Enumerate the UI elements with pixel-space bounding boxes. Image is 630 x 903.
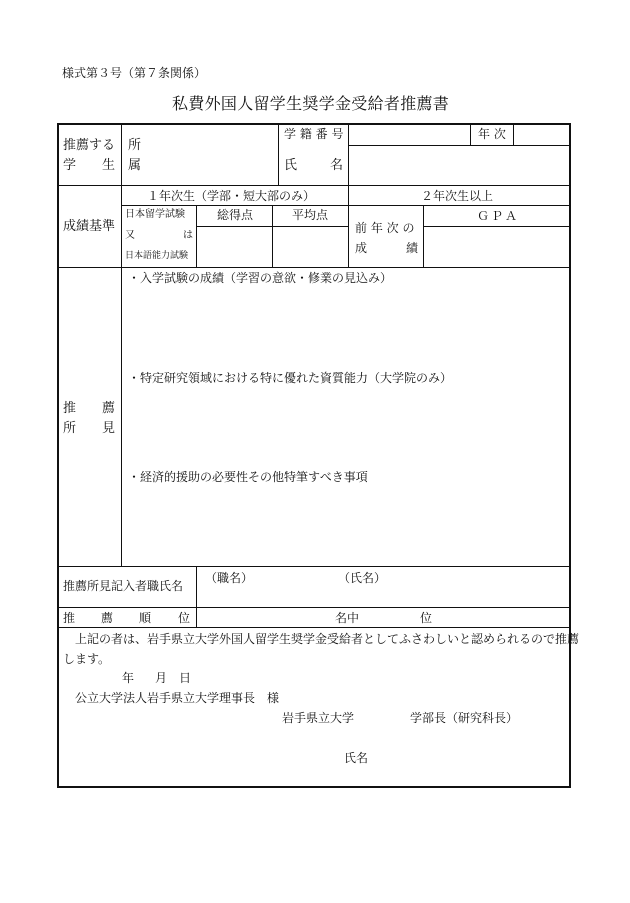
form-border-left [57, 123, 59, 788]
rule [57, 627, 571, 628]
prev-year-label: 前 年 次 の [355, 221, 415, 235]
faculty-field[interactable] [360, 710, 405, 726]
total-score-field[interactable] [198, 228, 271, 266]
rule [513, 124, 514, 146]
rule [121, 124, 122, 567]
ranking-label: 位 [178, 611, 191, 625]
opinion-item: ・入学試験の成績（学習の意欲・修業の見込み） [128, 271, 393, 285]
total-score-label: 総得点 [217, 208, 254, 222]
rule [278, 124, 279, 186]
rule [57, 185, 571, 186]
ranking-total-field[interactable] [240, 609, 330, 625]
ranking-rank-field[interactable] [365, 609, 415, 625]
opinion-label: 推 [63, 401, 77, 416]
exam-label: 日本語能力試験 [125, 251, 189, 261]
affiliation-label: 属 [128, 158, 142, 173]
date-day-label: 日 [179, 671, 192, 685]
ranking-rank-label: 位 [420, 611, 433, 625]
exam-label: は [183, 230, 193, 241]
rule [121, 205, 570, 206]
addressee: 公立大学法人岩手県立大学理事長 様 [75, 691, 280, 705]
form-number: 様式第３号（第７条関係） [62, 66, 207, 80]
signature-label: 氏名 [344, 751, 369, 765]
ranking-label: 順 [139, 611, 152, 625]
writer-label: 推薦所見記入者職氏名 [63, 579, 184, 593]
average-score-field[interactable] [274, 228, 347, 266]
writer-name-label: （氏名） [338, 571, 387, 585]
student-number-label: 学 籍 番 号 [284, 127, 344, 141]
grade-criteria-label: 成績基準 [63, 219, 116, 234]
page-title: 私費外国人留学生奨学金受給者推薦書 [172, 94, 450, 113]
grade-label: 年 次 [478, 127, 506, 141]
second-year-header: ２年次生以上 [421, 189, 494, 203]
student-section-label: 推薦する [63, 138, 116, 153]
affiliation-label: 所 [128, 138, 142, 153]
name-label: 名 [330, 158, 344, 173]
opinion-item: ・特定研究領域における特に優れた資質能力（大学院のみ） [128, 371, 453, 385]
rule [57, 566, 571, 567]
affiliation-field[interactable] [150, 126, 276, 184]
writer-field[interactable] [198, 586, 568, 606]
rule [272, 205, 273, 268]
date-year-label: 年 [122, 671, 135, 685]
grade-field[interactable] [515, 126, 568, 144]
rule [470, 124, 471, 146]
opinion-label: 所 [63, 421, 77, 436]
opinion-item: ・経済的援助の必要性その他特筆すべき事項 [128, 470, 368, 484]
exam-label: 又 [125, 230, 135, 241]
rule [348, 145, 570, 146]
prev-year-label: 績 [406, 241, 419, 255]
gpa-label: ＧＰＡ [477, 209, 520, 223]
opinion-field[interactable] [123, 290, 568, 564]
rule [57, 267, 571, 268]
rule [196, 567, 197, 628]
university-label: 岩手県立大学 [282, 711, 355, 725]
gpa-field[interactable] [425, 228, 568, 266]
student-number-field[interactable] [350, 126, 469, 144]
opinion-label: 薦 [102, 401, 116, 416]
opinion-label: 見 [102, 421, 116, 436]
ranking-label: 推 [63, 611, 76, 625]
first-year-header: １年次生（学部・短大部のみ） [147, 189, 316, 203]
rule [348, 124, 349, 268]
rule [423, 205, 424, 268]
date-month-label: 月 [155, 671, 168, 685]
ranking-label: 薦 [101, 611, 114, 625]
prev-year-label: 成 [355, 241, 368, 255]
dean-label: 学部長（研究科長） [410, 711, 519, 725]
writer-title-label: （職名） [205, 571, 254, 585]
form-border-right [569, 123, 571, 788]
form-border-bottom [57, 786, 571, 788]
rule [423, 226, 570, 227]
form-border-top [57, 123, 571, 125]
exam-label: 日本留学試験 [125, 209, 185, 220]
ranking-middle-label: 名中 [335, 611, 360, 625]
rule [57, 607, 571, 608]
average-score-label: 平均点 [292, 208, 329, 222]
rule [196, 205, 197, 268]
student-section-label: 学 [63, 158, 77, 173]
date-field[interactable] [80, 670, 195, 686]
statement-text: します。 [63, 652, 111, 666]
student-section-label: 生 [102, 158, 116, 173]
statement-text: 上記の者は、岩手県立大学外国人留学生奨学金受給者としてふさわしいと認められるので推薦 [75, 632, 580, 646]
name-label: 氏 [284, 158, 298, 173]
signature-field[interactable] [375, 748, 560, 768]
student-name-field[interactable] [350, 147, 568, 184]
